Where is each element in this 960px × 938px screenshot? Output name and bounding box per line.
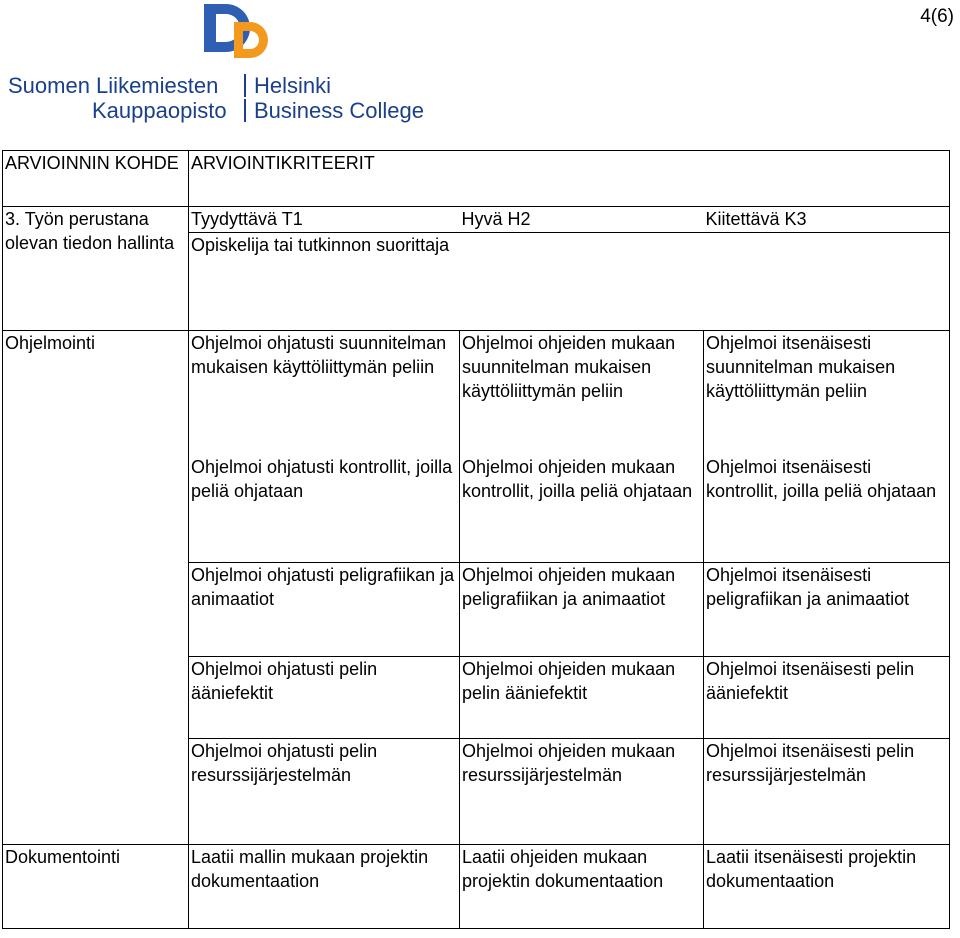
t1-text: Ohjelmoi ohjatusti pelin ääniefektit [191,659,378,703]
row-label-cell [3,563,189,657]
logo-line2-right: Business College [254,98,424,123]
row-label-cell [3,739,189,845]
k3-text: Ohjelmoi itsenäisesti peligrafiikan ja animaatiot [706,565,910,609]
h2-text: Ohjelmoi ohjeiden mukaan peligrafiikan ja animaatiot [462,565,676,609]
h2-cell [460,563,704,657]
h2-cell [460,455,704,563]
row-label: Dokumentointi [5,847,121,867]
header-criteria-label: ARVIOINTIKRITEERIT [191,153,375,173]
k3-cell [704,331,950,455]
h2-cell [460,657,704,739]
table-row [3,845,950,929]
table-row [3,657,950,739]
section-title-cell [3,207,189,331]
level-h2-cell [460,207,704,233]
logo-line1-right: Helsinki [254,73,332,98]
level-h2-label: Hyvä H2 [461,209,531,229]
header-target-label: ARVIOINNIN KOHDE [5,153,179,173]
performer-cell [189,233,950,331]
t1-text: Ohjelmoi ohjatusti peligrafiikan ja animaatiot [191,565,455,609]
k3-cell [704,657,950,739]
k3-cell [704,563,950,657]
h2-text: Ohjelmoi ohjeiden mukaan pelin ääniefektit [462,659,676,703]
h2-text: Laatii ohjeiden mukaan projektin dokumentaation [462,847,664,891]
t1-text: Ohjelmoi ohjatusti suunnitelman mukaisen käyttöliittymän peliin [191,333,447,377]
levels-row [3,207,950,233]
t1-cell [189,563,460,657]
level-k3-label: Kiitettävä K3 [705,209,807,229]
logo-line1-left: Suomen Liikemiesten [8,73,219,98]
college-logo [4,0,424,128]
level-t1-label: Tyydyttävä T1 [191,209,303,229]
table-row [3,739,950,845]
page-number: 4(6) [920,6,954,27]
h2-text: Ohjelmoi ohjeiden mukaan resurssijärjestelmän [462,741,676,785]
h2-cell [460,331,704,455]
row-label-cell [3,657,189,739]
table-row [3,455,950,563]
section-title: 3. Työn perustana olevan tiedon hallinta [5,209,175,253]
assessment-table [2,150,950,929]
table-header-row [3,151,950,207]
header-target-cell [3,151,189,207]
h2-text: Ohjelmoi ohjeiden mukaan suunnitelman mukaisen käyttöliittymän peliin [462,333,676,401]
k3-text: Ohjelmoi itsenäisesti pelin resurssijärjestelmän [706,741,915,785]
header-criteria-cell [189,151,950,207]
k3-text: Ohjelmoi itsenäisesti pelin ääniefektit [706,659,915,703]
row-label-cell [3,455,189,563]
h2-cell [460,845,704,929]
h2-text: Ohjelmoi ohjeiden mukaan kontrollit, joilla peliä ohjataan [462,456,693,501]
k3-cell [704,455,950,563]
logo-mark-icon [200,0,272,64]
t1-cell [189,739,460,845]
k3-cell [704,845,950,929]
row-label-cell [3,845,189,929]
k3-text: Ohjelmoi itsenäisesti kontrollit, joilla peliä ohjataan [706,456,937,501]
k3-text: Laatii itsenäisesti projektin dokumentaation [706,847,917,891]
k3-cell [704,739,950,845]
h2-cell [460,739,704,845]
t1-text: Ohjelmoi ohjatusti pelin resurssijärjestelmän [191,741,378,785]
table-row [3,563,950,657]
t1-cell [189,331,460,455]
performer-label: Opiskelija tai tutkinnon suorittaja [191,235,450,255]
t1-cell [189,845,460,929]
table-row [3,331,950,455]
row-label: Ohjelmointi [5,333,96,353]
row-label-cell [3,331,189,455]
t1-text: Laatii mallin mukaan projektin dokumentaation [191,847,429,891]
k3-text: Ohjelmoi itsenäisesti suunnitelman mukaisen käyttöliittymän peliin [706,333,896,401]
logo-line2-left: Kauppaopisto [92,98,227,123]
t1-cell [189,455,460,563]
t1-cell [189,657,460,739]
level-k3-cell [704,207,950,233]
t1-text: Ohjelmoi ohjatusti kontrollit, joilla peliä ohjataan [191,456,453,501]
level-t1-cell [189,207,460,233]
